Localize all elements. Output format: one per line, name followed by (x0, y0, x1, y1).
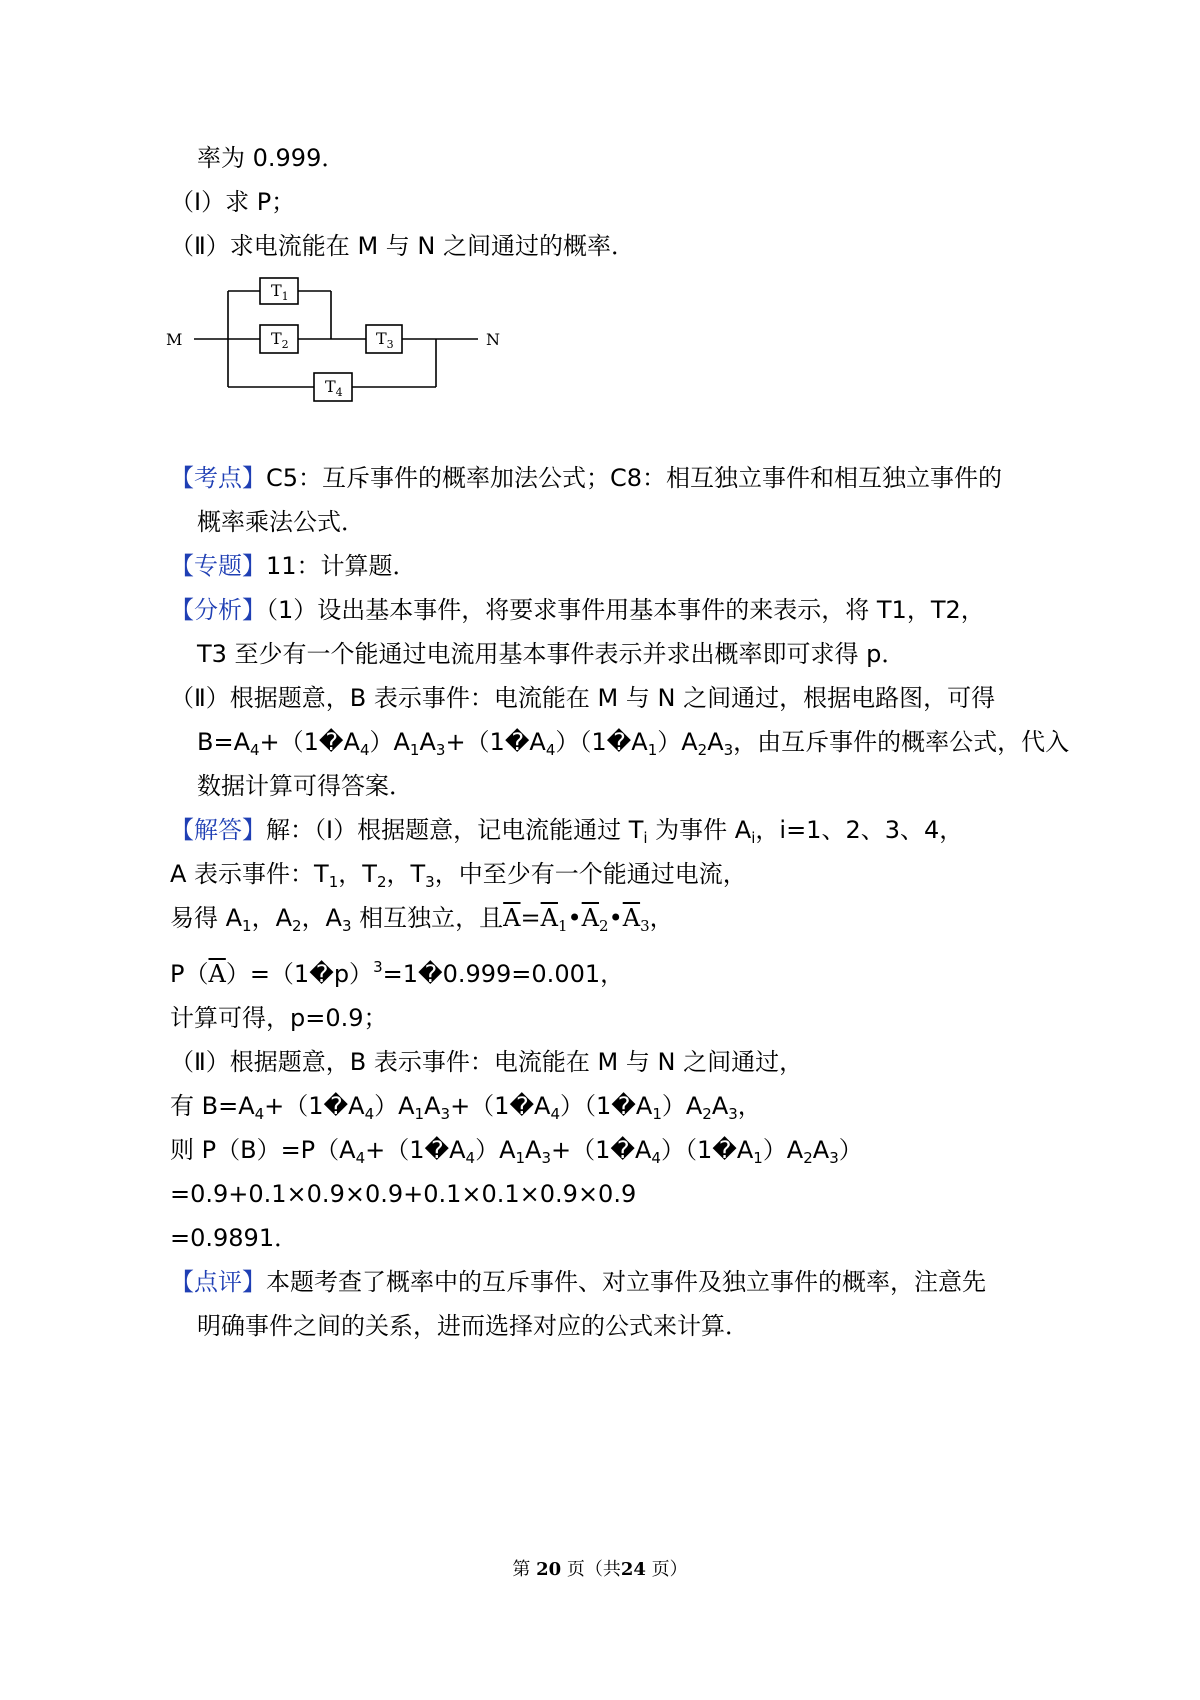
dianping-text1: 本题考查了概率中的互斥事件、对立事件及独立事件的概率，注意先 (266, 1268, 986, 1296)
t2-sub: 2 (281, 338, 289, 351)
svg-text:T4 (325, 377, 343, 399)
fenxi-tag: 【分析】 (170, 596, 266, 624)
fenxi-line2: T3 至少有一个能通过电流用基本事件表示并求出概率即可求得 p． (197, 640, 906, 668)
svg-text:T3 (376, 329, 394, 351)
jieda-intro: 解：（Ⅰ）根据题意，记电流能通过 T (266, 816, 644, 844)
zhuanti-line (170, 550, 417, 582)
dianping-line1 (170, 1266, 986, 1298)
dianping-tag: 【点评】 (170, 1268, 266, 1296)
jieda-line7: （Ⅱ）根据题意，B 表示事件：电流能在 M 与 N 之间通过， (170, 1048, 804, 1076)
jieda-line6: 计算可得，p=0.9； (170, 1004, 388, 1032)
jieda-line9: 则 $P(B)=P(A_4+(1�A_4)A_1A_3+(1�A_4)(1�A_1)A_2A_3)$ (170, 1136, 863, 1167)
jieda-line1: 【解答】解：（Ⅰ）根据题意，记电流能通过 $T_i$ 为事件 $A_i$，i=1、2、3、4， (170, 816, 964, 847)
jieda-line2: A 表示事件：$T_1$，$T_2$，$T_3$，中至少有一个能通过电流， (170, 860, 747, 891)
footer-page-number: 20 (536, 1559, 562, 1580)
zhuanti-tag: 【专题】 (170, 552, 266, 580)
jieda-line12: =0.9891． (170, 1224, 299, 1252)
label-n: N (486, 330, 500, 349)
t4-label: T (325, 377, 336, 396)
kaodian-tag: 【考点】 (170, 464, 266, 492)
svg-text:T1 (271, 281, 289, 303)
dianping-line2: 明确事件之间的关系，进而选择对应的公式来计算． (197, 1312, 749, 1340)
fenxi-line3: （Ⅱ）根据题意，B 表示事件：电流能在 M 与 N 之间通过，根据电路图，可得 (170, 684, 996, 712)
label-m: M (166, 330, 183, 349)
t3-sub: 3 (386, 338, 394, 351)
zhuanti-text: 11：计算题． (266, 552, 417, 580)
t2-label: T (271, 329, 282, 348)
jieda-line4: $P(\overline{A})=(1�p)^3=1�0.999=0.001$， (170, 958, 625, 988)
fenxi-text1: （1）设出基本事件，将要求事件用基本事件的来表示，将 T1，T2， (266, 596, 985, 624)
complement-formula: $\overline{A}=\overline{A}_1•\overline{A}_2•\overline{A}_3$ (503, 904, 650, 935)
jieda-line11: =0.9+0.1×0.9×0.9+0.1×0.1×0.9×0.9 (170, 1180, 637, 1208)
fenxi-line1 (170, 594, 985, 626)
question-part2: （Ⅱ）求电流能在 M 与 N 之间通过的概率． (170, 232, 635, 260)
footer-post: 页） (651, 1559, 688, 1580)
kaodian-text1: C5：互斥事件的概率加法公式；C8：相互独立事件和相互独立事件的 (266, 464, 1003, 492)
fenxi-line4: $B=A_4+(1�A_4)A_1A_3+(1�A_4)(1�A_1)A_2A_3$，由互斥事件的概率公式，代入 (197, 728, 1070, 759)
footer-pre: 第 (512, 1559, 531, 1580)
kaodian-line1 (170, 462, 1002, 494)
svg-text:T2 (271, 329, 289, 351)
fenxi-line5: 数据计算可得答案． (197, 772, 413, 800)
footer-total-pages: 24 (620, 1559, 646, 1580)
t1-label: T (271, 281, 282, 300)
jieda-tag: 【解答】 (170, 816, 266, 844)
jieda-line3: 易得 $A_1$，$A_2$，$A_3$ 相互独立，且$\overline{A}=\overline{A}_1•\overline{A}_2•\overline{A}_3$， (170, 904, 674, 935)
jieda-line8: 有 $B=A_4+(1�A_4)A_1A_3+(1�A_4)(1�A_1)A_2A_3$， (170, 1092, 762, 1123)
circuit-diagram (166, 281, 518, 418)
t3-label: T (376, 329, 387, 348)
t4-sub: 4 (335, 386, 343, 399)
kaodian-line2: 概率乘法公式． (197, 508, 365, 536)
question-line-cont: 率为 0.999． (197, 144, 346, 172)
question-part1: （Ⅰ）求 P； (170, 188, 296, 216)
t1-sub: 1 (281, 290, 289, 303)
footer-mid: 页（共 (566, 1559, 621, 1580)
page-footer (0, 1555, 1200, 1581)
